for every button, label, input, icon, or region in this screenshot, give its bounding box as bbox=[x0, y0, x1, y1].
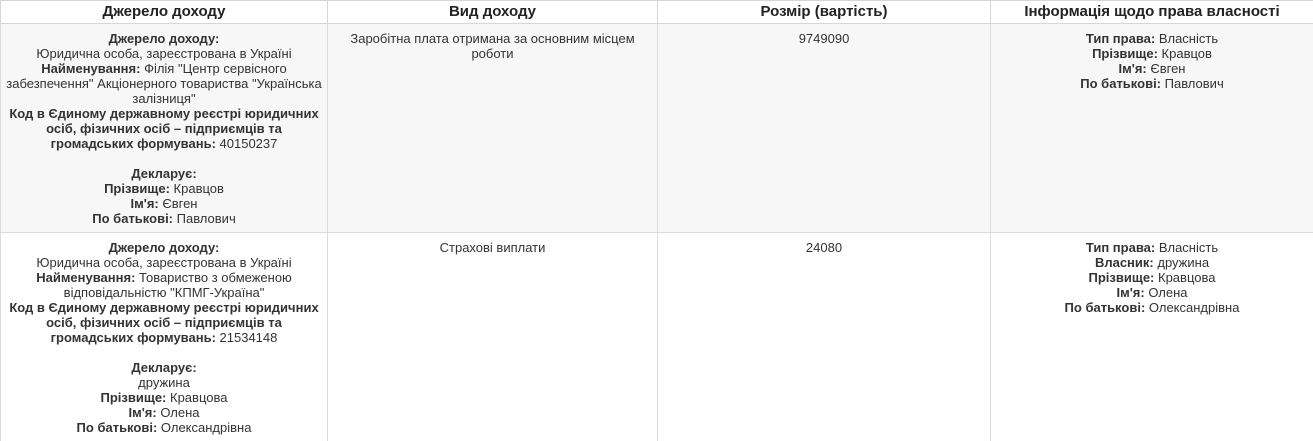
field-value: Олександрівна bbox=[157, 420, 252, 435]
field-line bbox=[996, 240, 1308, 255]
field-line bbox=[6, 255, 322, 270]
field-line bbox=[6, 61, 322, 106]
income-type-cell bbox=[328, 233, 658, 441]
field-label: Декларує: bbox=[131, 360, 197, 375]
field-label: Джерело доходу: bbox=[108, 240, 220, 255]
field-line bbox=[996, 46, 1308, 61]
income-type-text: Заробітна плата отримана за основним місцем роботи bbox=[350, 31, 635, 61]
source-cell bbox=[1, 233, 328, 441]
field-label: Найменування: bbox=[36, 270, 136, 285]
column-header-amount: Розмір (вартість) bbox=[658, 1, 991, 24]
field-label: Власник: bbox=[1094, 255, 1154, 270]
field-label: Прізвище: bbox=[100, 390, 167, 405]
field-label: Тип права: bbox=[1085, 240, 1156, 255]
field-label: Прізвище: bbox=[1088, 270, 1155, 285]
field-line bbox=[996, 300, 1308, 315]
field-value: 40150237 bbox=[215, 136, 278, 151]
field-line bbox=[6, 375, 322, 390]
field-label: Ім'я: bbox=[128, 405, 157, 420]
field-label: Найменування: bbox=[41, 61, 141, 76]
field-label: Код в Єдиному державному реєстрі юридичних осіб, фізичних осіб – підприємців та громадських формувань: bbox=[9, 106, 319, 151]
ownership-cell bbox=[991, 233, 1313, 441]
field-value: Юридична особа, зареєстрована в Україні bbox=[36, 46, 292, 61]
field-line bbox=[996, 76, 1308, 91]
field-line bbox=[6, 405, 322, 420]
field-value: Товариство з обмеженою відповідальністю "КПМГ-Україна" bbox=[63, 270, 292, 300]
field-label: Ім'я: bbox=[1116, 285, 1145, 300]
field-line bbox=[6, 106, 322, 151]
field-label: Прізвище: bbox=[104, 181, 170, 196]
field-label: Тип права: bbox=[1085, 31, 1156, 46]
field-value: 21534148 bbox=[215, 330, 278, 345]
field-line bbox=[6, 31, 322, 46]
table-row bbox=[1, 24, 1313, 233]
field-line bbox=[6, 270, 322, 300]
amount-value: 9749090 bbox=[798, 31, 850, 46]
field-value: Кравцов bbox=[1157, 46, 1212, 61]
field-value: Юридична особа, зареєстрована в Україні bbox=[36, 255, 292, 270]
field-value: Олена bbox=[156, 405, 200, 420]
amount-cell bbox=[658, 233, 991, 441]
field-value: Кравцов bbox=[169, 181, 224, 196]
field-label: По батькові: bbox=[92, 211, 174, 226]
source-cell bbox=[1, 24, 328, 233]
field-value: Павлович bbox=[1161, 76, 1224, 91]
field-value: Павлович bbox=[173, 211, 236, 226]
table-header-row bbox=[1, 1, 1313, 24]
field-label: По батькові: bbox=[1064, 300, 1146, 315]
field-value: Олена bbox=[1144, 285, 1188, 300]
field-label: По батькові: bbox=[1080, 76, 1162, 91]
field-value: дружина bbox=[138, 375, 190, 390]
field-line bbox=[6, 390, 322, 405]
field-value: Кравцова bbox=[166, 390, 228, 405]
field-value: Філія "Центр сервісного забезпечення" Акціонерного товариства "Українська залізниця" bbox=[6, 61, 322, 106]
field-value: Євген bbox=[1146, 61, 1186, 76]
income-type-cell bbox=[328, 24, 658, 233]
field-line bbox=[996, 61, 1308, 76]
field-line bbox=[6, 166, 322, 181]
amount-cell bbox=[658, 24, 991, 233]
field-line bbox=[996, 255, 1308, 270]
field-value: Власність bbox=[1155, 31, 1219, 46]
field-line bbox=[6, 196, 322, 211]
field-line bbox=[6, 46, 322, 61]
table-row bbox=[1, 233, 1313, 441]
field-label: Код в Єдиному державному реєстрі юридичних осіб, фізичних осіб – підприємців та громадських формувань: bbox=[9, 300, 319, 345]
field-value: дружина bbox=[1153, 255, 1210, 270]
field-value: Євген bbox=[158, 196, 198, 211]
column-header-income-source: Джерело доходу bbox=[1, 1, 328, 24]
field-value: Власність bbox=[1155, 240, 1219, 255]
field-value: Олександрівна bbox=[1145, 300, 1240, 315]
field-line bbox=[6, 360, 322, 375]
field-line bbox=[996, 270, 1308, 285]
field-line bbox=[996, 285, 1308, 300]
field-label: Декларує: bbox=[131, 166, 197, 181]
amount-value: 24080 bbox=[805, 240, 843, 255]
ownership-cell bbox=[991, 24, 1313, 233]
column-header-income-type: Вид доходу bbox=[328, 1, 658, 24]
column-header-ownership-info: Інформація щодо права власності bbox=[991, 1, 1313, 24]
field-label: Ім'я: bbox=[130, 196, 159, 211]
field-line bbox=[6, 240, 322, 255]
field-line bbox=[6, 420, 322, 435]
field-line bbox=[996, 31, 1308, 46]
field-label: Ім'я: bbox=[1118, 61, 1147, 76]
field-line bbox=[6, 211, 322, 226]
income-type-text: Страхові виплати bbox=[439, 240, 546, 255]
field-label: Прізвище: bbox=[1092, 46, 1158, 61]
field-label: По батькові: bbox=[76, 420, 158, 435]
field-value: Кравцова bbox=[1154, 270, 1216, 285]
field-line bbox=[6, 181, 322, 196]
field-label: Джерело доходу: bbox=[108, 31, 220, 46]
field-line bbox=[6, 300, 322, 345]
